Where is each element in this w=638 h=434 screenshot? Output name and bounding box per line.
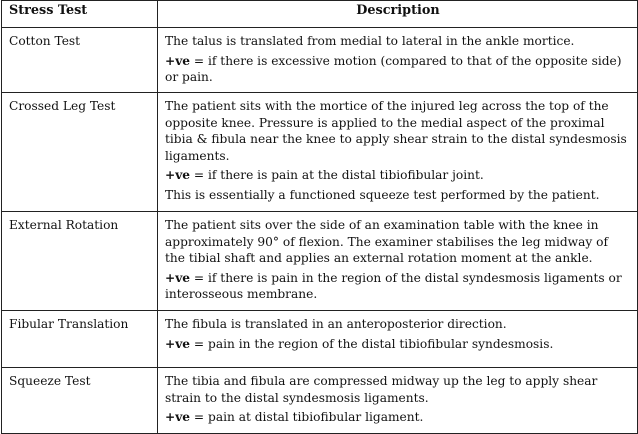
table-row bbox=[2, 28, 638, 93]
header-description: Description bbox=[158, 1, 638, 28]
positive-finding: +ve = pain at distal tibiofibular ligament. bbox=[165, 410, 424, 424]
description-cell bbox=[158, 93, 638, 212]
positive-label: +ve bbox=[165, 270, 191, 285]
table-row bbox=[2, 311, 638, 368]
stress-test-table bbox=[1, 0, 638, 434]
table-row bbox=[2, 212, 638, 311]
description-cell bbox=[158, 311, 638, 368]
positive-label: +ve bbox=[165, 53, 191, 68]
test-name: Crossed Leg Test bbox=[2, 93, 158, 212]
description-cell bbox=[158, 368, 638, 434]
positive-finding: +ve = if there is pain in the region of the distal syndesmosis ligaments or interosseous membrane. bbox=[165, 270, 622, 301]
test-name: External Rotation bbox=[2, 212, 158, 311]
positive-label: +ve bbox=[165, 410, 191, 424]
test-name: Squeeze Test bbox=[2, 368, 158, 434]
description-cell bbox=[158, 212, 638, 311]
description-paragraph: The tibia and fibula are compressed midway up the leg to apply shear strain to the distal syndesmosis ligaments. bbox=[165, 374, 598, 405]
description-paragraph: This is essentially a functioned squeeze test performed by the patient. bbox=[165, 187, 600, 202]
table-row bbox=[2, 93, 638, 212]
positive-label: +ve bbox=[165, 336, 191, 351]
header-stress-test: Stress Test bbox=[2, 1, 158, 28]
positive-finding: +ve = pain in the region of the distal tibiofibular syndesmosis. bbox=[165, 336, 554, 351]
description-cell bbox=[158, 28, 638, 93]
description-paragraph: The fibula is translated in an anteroposterior direction. bbox=[165, 317, 507, 331]
header-row bbox=[2, 1, 638, 28]
table-row bbox=[2, 368, 638, 434]
positive-finding: +ve = if there is excessive motion (compared to that of the opposite side) or pain. bbox=[165, 53, 622, 84]
test-name: Fibular Translation bbox=[2, 311, 158, 368]
positive-label: +ve bbox=[165, 168, 191, 182]
description-paragraph: The patient sits with the mortice of the injured leg across the top of the opposite knee. Pressure is applied to the medial aspect of the proximal tibia & fibula near the knee to apply shear strain to the distal syndesmosis ligaments. bbox=[165, 99, 627, 163]
description-paragraph: The patient sits over the side of an examination table with the knee in approximately 90° of flexion. The examiner stabilises the leg midway of the tibial shaft and applies an external rotation moment at the ankle. bbox=[165, 218, 608, 265]
description-paragraph: The talus is translated from medial to lateral in the ankle mortice. bbox=[165, 34, 575, 48]
test-name: Cotton Test bbox=[2, 28, 158, 93]
positive-finding: +ve = if there is pain at the distal tibiofibular joint. bbox=[165, 168, 484, 182]
